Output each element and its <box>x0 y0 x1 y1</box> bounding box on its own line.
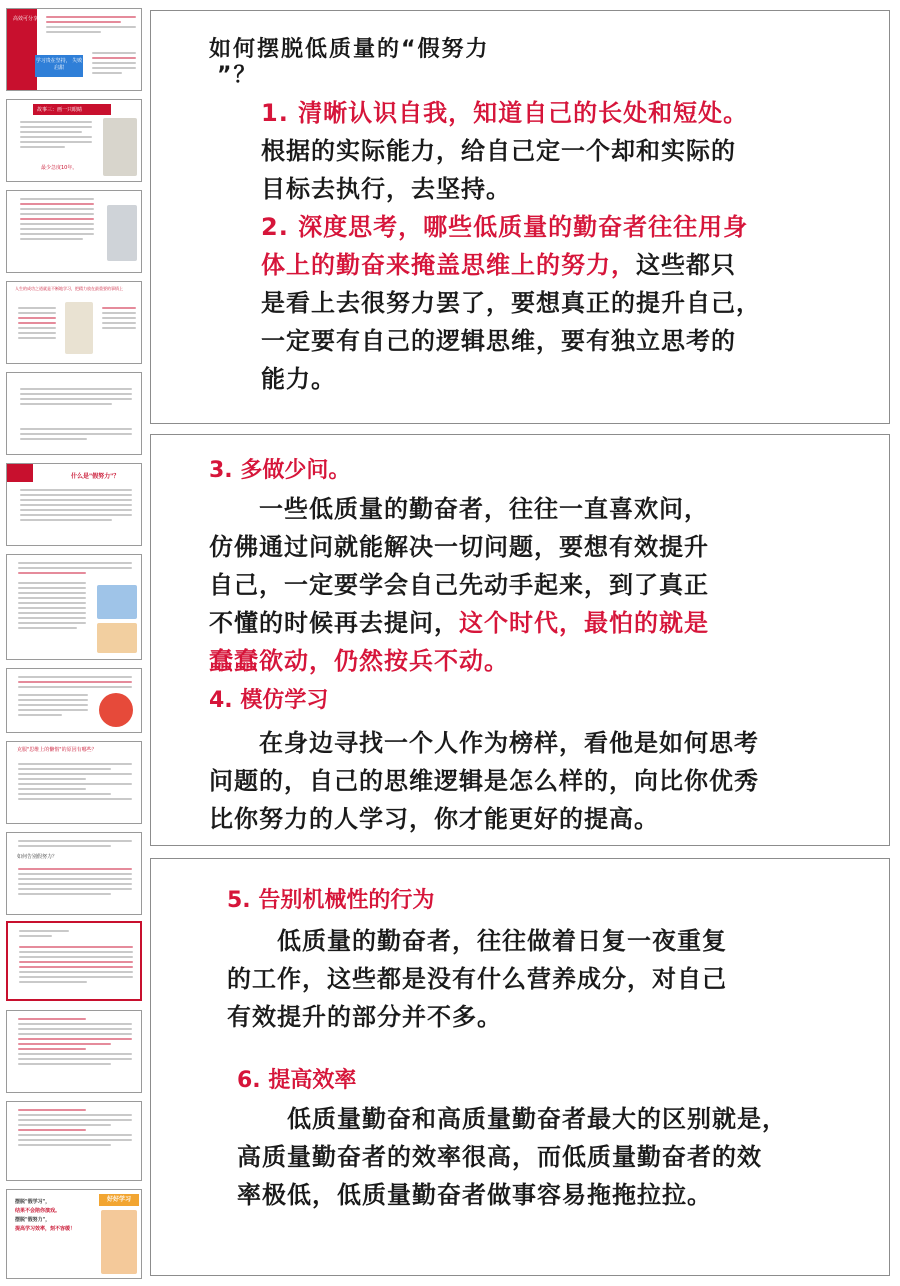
thumb-students-image <box>97 623 137 653</box>
point-3-text-a: 一些低质量的勤奋者，往往一直喜欢问， <box>259 495 709 523</box>
slide-thumbnail-1[interactable] <box>6 8 142 91</box>
thumb-corner-tag <box>7 464 33 482</box>
point-1-heading: 1. 清晰认识自我，知道自己的长处和短处。 <box>261 99 749 127</box>
thumb-heading: 人生的成功之道就是不断地学习，把精力放在最重要的事情上 <box>15 286 123 291</box>
point-2-heading: 2. 深度思考，哪些低质量的勤奋者往往用身 <box>261 213 749 241</box>
slide-thumbnail-7[interactable] <box>6 554 142 660</box>
slide-thumbnail-12[interactable] <box>6 1010 142 1093</box>
thumb-title: 高效可分享 <box>13 16 39 22</box>
slide-thumbnail-5[interactable] <box>6 372 142 455</box>
thumb-classroom-image <box>97 585 137 619</box>
point-4-body-a <box>209 725 759 761</box>
point-2-body-c: 是看上去很努力罢了，要想真正的提升自己， <box>261 289 761 317</box>
point-5-body-c: 有效提升的部分并不多。 <box>227 1003 502 1031</box>
point-3-red-text: 这个时代，最怕的就是 <box>459 609 709 637</box>
slide-thumbnail-6[interactable] <box>6 463 142 546</box>
point-2-black-text: 这些都只 <box>636 251 736 279</box>
thumb-header: 故事三：画一只眼睛 <box>33 104 111 115</box>
point-3-black-text: 不懂的时候再去提问， <box>209 609 459 637</box>
point-6-body-c: 率极低，低质量勤奋者做事容易拖拖拉拉。 <box>237 1181 712 1209</box>
point-2-body-d: 一定要有自己的逻辑思维，要有独立思考的 <box>261 327 736 355</box>
point-3-body-d <box>209 605 709 641</box>
thumb-highlight: 最少急度10年。 <box>41 165 78 171</box>
point-6-heading: 6. 提高效率 <box>237 1068 357 1093</box>
slide-2 <box>150 434 890 846</box>
point-3-body-c: 自己，一定要学会自己先动手起来，到了真正 <box>209 571 709 599</box>
point-5-body-a <box>227 923 727 959</box>
point-3-body-a <box>209 491 709 527</box>
thumb-figure-image <box>107 205 137 261</box>
point-6-body-a <box>237 1101 787 1137</box>
point-5-body-b: 的工作，这些都是没有什么营养成分，对自己 <box>227 965 727 993</box>
thumb-student-image <box>101 1210 137 1274</box>
thumb-header: 什么是"假努力"？ <box>71 473 120 480</box>
thumb-caption-box: 学习贵在坚持， 失败启甜 <box>35 55 83 77</box>
point-2-body-e: 能力。 <box>261 365 336 393</box>
slide-title-line-2: ”？ <box>217 63 258 88</box>
slide-thumbnail-8[interactable] <box>6 668 142 733</box>
thumb-caption: 如何告别假努力？ <box>17 854 58 860</box>
thumb-line-2: 结果不会陪你演戏。 <box>15 1208 61 1214</box>
point-5-heading: 5. 告别机械性的行为 <box>227 888 435 913</box>
thumb-line-3: 摆脱"假努力"， <box>15 1217 51 1223</box>
slide-thumbnail-10[interactable] <box>6 832 142 915</box>
point-5-text-a: 低质量的勤奋者，往往做着日复一夜重复 <box>277 927 727 955</box>
slide-3 <box>150 858 890 1276</box>
slide-thumbnail-2[interactable] <box>6 99 142 182</box>
point-1-body-b: 目标去执行，去坚持。 <box>261 175 511 203</box>
slide-title-line-1: 如何摆脱低质量的“假努力 <box>209 37 490 62</box>
point-3-body-e: 蠢蠢欲动，仍然按兵不动。 <box>209 647 509 675</box>
slide-thumbnail-strip <box>6 0 146 1286</box>
thumb-line-4: 提高学习效率，刻不容缓！ <box>15 1226 76 1232</box>
thumb-badge: 好好学习 <box>99 1194 139 1206</box>
slide-thumbnail-11[interactable] <box>6 921 142 1001</box>
slide-1 <box>150 10 890 424</box>
point-6-text-a: 低质量勤奋和高质量勤奋者最大的区别就是， <box>287 1105 787 1133</box>
point-3-body-b: 仿佛通过问就能解决一切问题，要想有效提升 <box>209 533 709 561</box>
slide-thumbnail-14[interactable] <box>6 1189 142 1279</box>
point-4-text-a: 在身边寻找一个人作为榜样，看他是如何思考 <box>259 729 759 757</box>
point-3-heading: 3. 多做少问。 <box>209 458 351 483</box>
point-4-body-b: 问题的，自己的思维逻辑是怎么样的，向比你优秀 <box>209 767 759 795</box>
point-4-heading: 4. 模仿学习 <box>209 688 329 713</box>
point-2-line-b <box>261 247 736 283</box>
slide-thumbnail-3[interactable] <box>6 190 142 273</box>
thumb-alarm-clock-image <box>99 693 133 727</box>
slide-thumbnail-9[interactable] <box>6 741 142 824</box>
thumb-line-1: 摆脱"假学习"， <box>15 1199 51 1205</box>
point-6-body-b: 高质量勤奋者的效率很高，而低质量勤奋者的效 <box>237 1143 762 1171</box>
thumb-header: 克服"思维上的懒惰"的原因有哪些？ <box>17 747 97 753</box>
slide-thumbnail-4[interactable] <box>6 281 142 364</box>
point-1-body-a: 根据的实际能力，给自己定一个却和实际的 <box>261 137 736 165</box>
thumb-poster-image <box>65 302 93 354</box>
thumb-painting-image <box>103 118 137 176</box>
slide-thumbnail-13[interactable] <box>6 1101 142 1181</box>
point-4-body-c: 比你努力的人学习，你才能更好的提高。 <box>209 805 659 833</box>
point-2-red-text: 体上的勤奋来掩盖思维上的努力， <box>261 251 636 279</box>
